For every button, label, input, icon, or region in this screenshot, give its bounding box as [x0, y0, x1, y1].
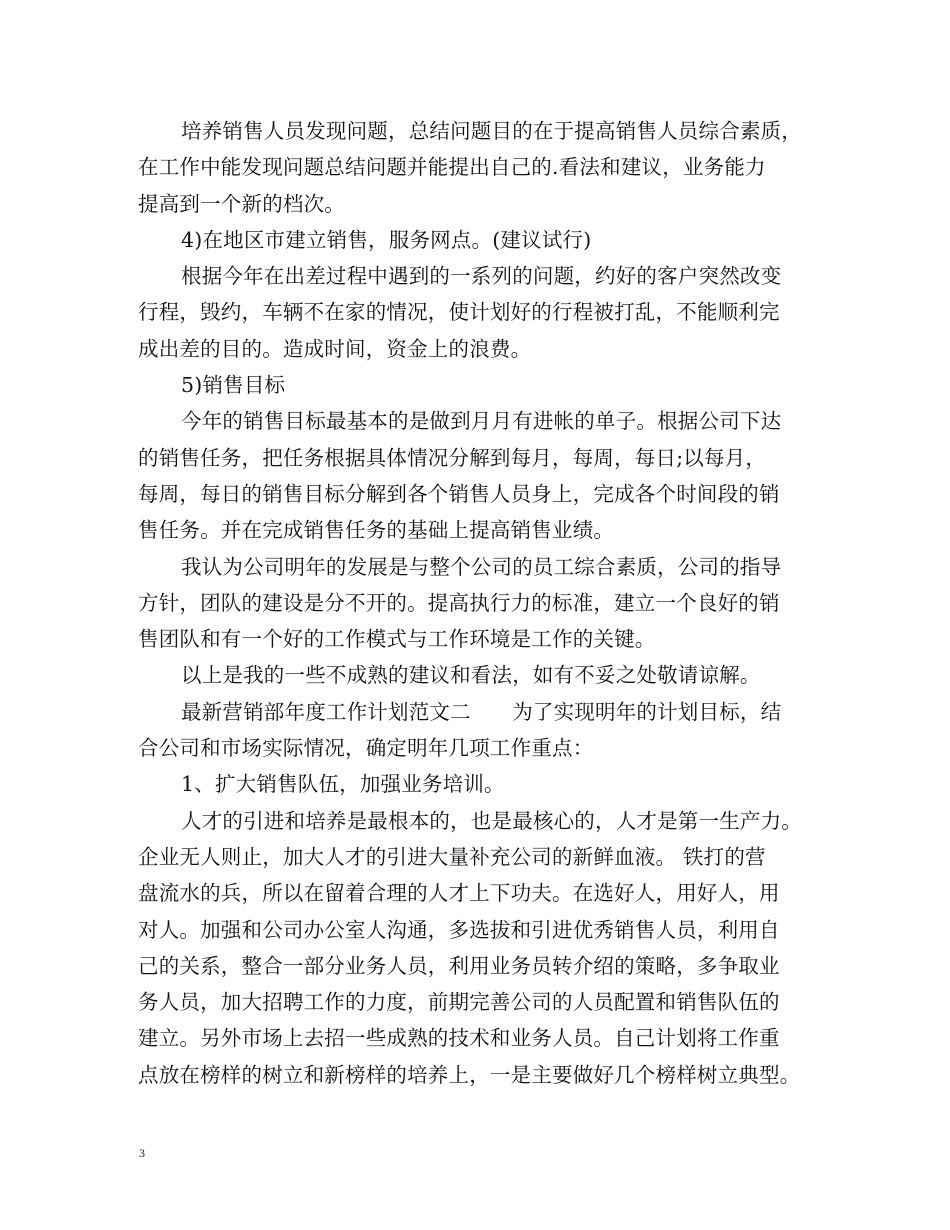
text-line: 合公司和市场实际情况，确定明年几项工作重点： [138, 736, 594, 761]
document-body [138, 113, 838, 1093]
text-line: 培养销售人员发现问题，总结问题目的在于提高销售人员综合素质， [181, 119, 802, 143]
text-line: 建立。另外市场上去招一些成熟的技术和业务人员。自己计划将工作重 [138, 1026, 780, 1051]
text-line: 每周，每日的销售目标分解到各个销售人员身上，完成各个时间段的销 [138, 481, 780, 506]
text-line: 提高到一个新的档次。 [138, 191, 345, 216]
text-line: 对人。加强和公司办公室人沟通，多选拔和引进优秀销售人员，利用自 [138, 917, 780, 942]
text-line: 点放在榜样的树立和新榜样的培养上，一是主要做好几个榜样树立典型。 [138, 1062, 801, 1087]
text-line: 5)销售目标 [181, 373, 286, 398]
text-line: 最新营销部年度工作计划范文二 为了实现明年的计划目标，结 [181, 699, 782, 724]
text-line: 成出差的目的。造成时间，资金上的浪费。 [138, 336, 532, 361]
text-line: 根据今年在出差过程中遇到的一系列的问题，约好的客户突然改变 [181, 264, 782, 289]
text-line: 1、扩大销售队伍，加强业务培训。 [181, 772, 505, 797]
text-line: 今年的销售目标最基本的是做到月月有进帐的单子。根据公司下达 [181, 409, 782, 434]
text-line: 我认为公司明年的发展是与整个公司的员工综合素质，公司的指导 [181, 554, 782, 579]
text-line: 以上是我的一些不成熟的建议和看法，如有不妥之处敬请谅解。 [181, 663, 761, 688]
text-line: 企业无人则止，加大人才的引进大量补充公司的新鲜血液。 铁打的营 [138, 844, 766, 869]
text-line: 售团队和有一个好的工作模式与工作环境是工作的关键。 [138, 627, 656, 652]
text-line: 4)在地区市建立销售，服务网点。(建议试行) [181, 227, 592, 252]
text-line: 在工作中能发现问题总结问题并能提出自己的.看法和建议，业务能力 [138, 155, 766, 180]
page-number: 3 [139, 1146, 145, 1160]
text-line: 行程，毁约，车辆不在家的情况，使计划好的行程被打乱，不能顺利完 [138, 300, 780, 325]
text-line: 务人员，加大招聘工作的力度，前期完善公司的人员配置和销售队伍的 [138, 990, 780, 1015]
text-line: 的销售任务，把任务根据具体情况分解到每月，每周，每日;以每月， [138, 445, 767, 470]
text-line: 人才的引进和培养是最根本的，也是最核心的，人才是第一生产力。 [181, 808, 802, 833]
text-line: 己的关系，整合一部分业务人员，利用业务员转介绍的策略，多争取业 [138, 953, 780, 978]
text-line: 售任务。并在完成销售任务的基础上提高销售业绩。 [138, 518, 615, 543]
text-line: 盘流水的兵，所以在留着合理的人才上下功夫。在选好人，用好人，用 [138, 881, 780, 906]
text-line: 方针，团队的建设是分不开的。提高执行力的标准，建立一个良好的销 [138, 590, 780, 615]
